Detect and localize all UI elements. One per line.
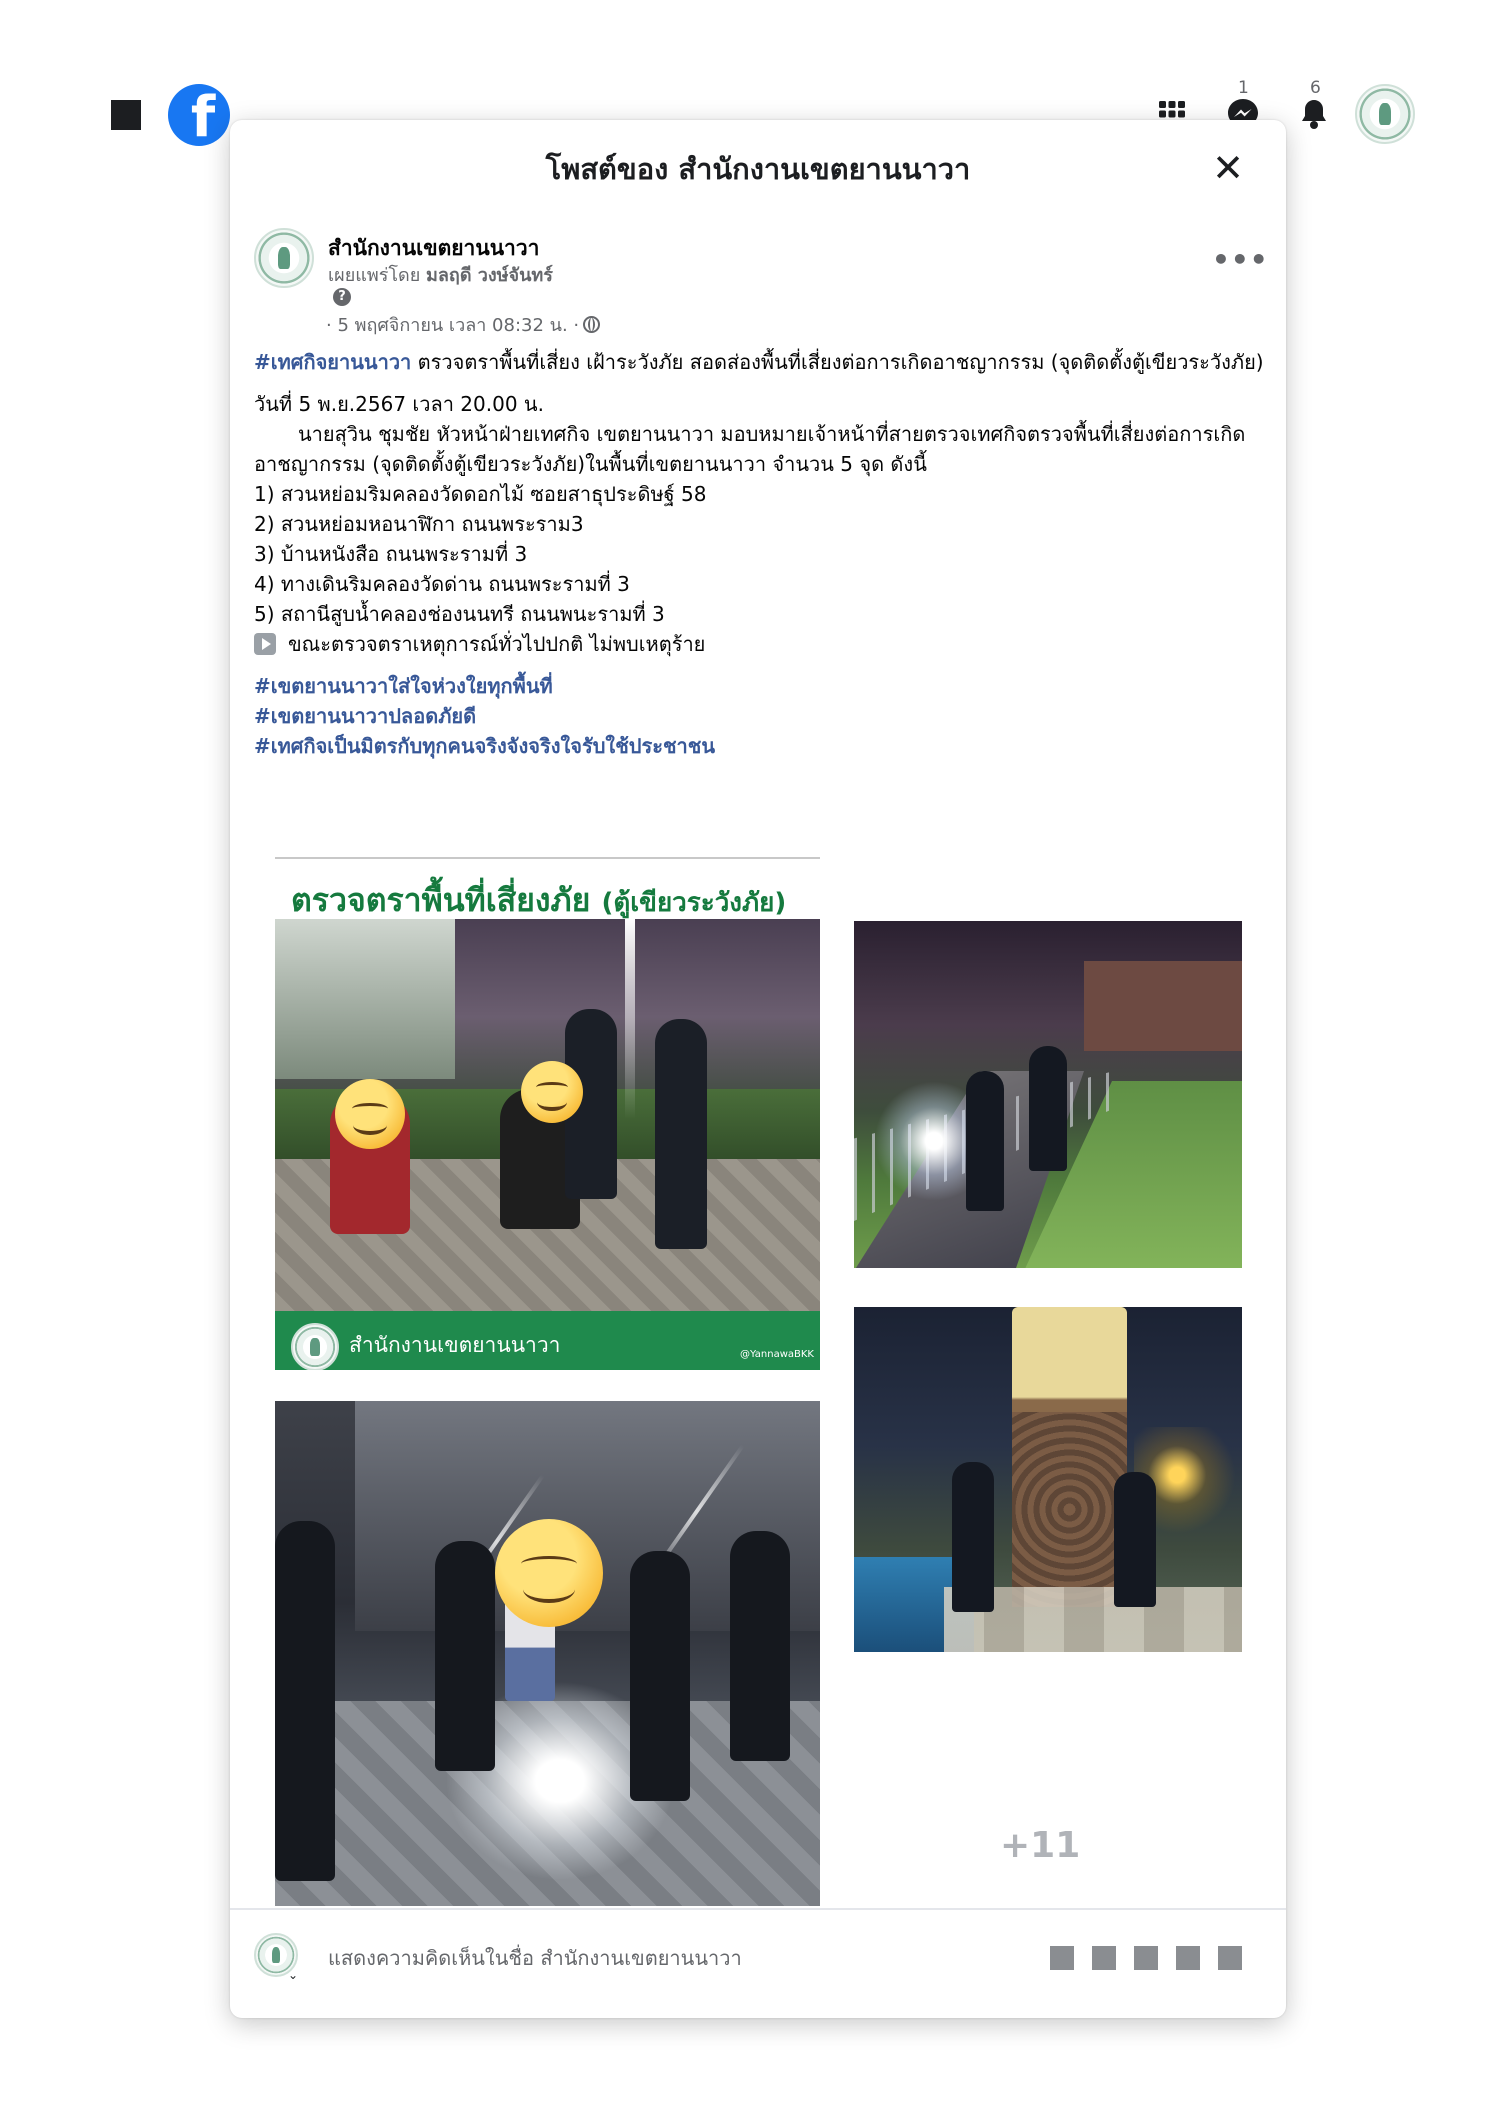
banner-footer-name: สำนักงานเขตยานนาวา: [349, 1333, 561, 1357]
post-body: [254, 347, 1264, 761]
post-dialog: [230, 120, 1286, 2018]
lamp-glow: [625, 919, 635, 1119]
photo-banner-patrol[interactable]: [275, 857, 820, 1370]
list-item: 1) สวนหย่อมริมคลองวัดดอกไม้ ซอยสาธุประดิษฐ์ 58: [254, 482, 707, 506]
smiling-face-emoji-icon: [495, 1519, 603, 1627]
photo-clock-tower[interactable]: [854, 1307, 1242, 1652]
bell-icon-svg: [1299, 98, 1329, 130]
more-options-icon[interactable]: •••: [1212, 243, 1269, 276]
result-line: [254, 629, 1264, 659]
dialog-title: โพสต์ของ สำนักงานเขตยานนาวา: [545, 152, 971, 186]
publisher-line: [328, 260, 553, 289]
building-shape: [275, 919, 455, 1079]
officer-figure: [730, 1531, 790, 1761]
menu-square-icon[interactable]: [111, 100, 141, 130]
page-name-link[interactable]: สำนักงานเขตยานนาวา: [328, 236, 540, 260]
lead-text: ตรวจตราพื้นที่เสี่ยง เฝ้าระวังภัย สอดส่องพื้นที่เสี่ยงต่อการเกิดอาชญากรรม (จุดติดตั้งตู้เขียวระวังภัย): [411, 350, 1264, 374]
facebook-logo[interactable]: [168, 84, 230, 146]
result-text: ขณะตรวจตราเหตุการณ์ทั่วไปปกติ ไม่พบเหตุร้าย: [288, 632, 706, 656]
comment-tools: [1050, 1946, 1242, 1970]
banner-scene: [275, 919, 820, 1311]
banner-subtitle-text: (ตู้เขียวระวังภัย): [601, 888, 787, 918]
close-icon[interactable]: ✕: [1212, 146, 1244, 190]
officer-figure: [966, 1071, 1004, 1211]
photo-canal-walkway[interactable]: [854, 921, 1242, 1268]
avatar-sticker-icon[interactable]: [1050, 1946, 1074, 1970]
more-photos-count[interactable]: +11: [1000, 1825, 1081, 1866]
gif-icon[interactable]: [1176, 1946, 1200, 1970]
officer-figure: [655, 1019, 707, 1249]
globe-icon: [583, 316, 600, 333]
tower-pillar: [1012, 1307, 1127, 1607]
smiling-face-emoji-icon: [521, 1061, 583, 1123]
lead-hashtag-link[interactable]: #เทศกิจยานนาวา: [254, 350, 412, 374]
officer-figure: [630, 1551, 690, 1801]
banner-footer-handle: @YannawaBKK: [740, 1349, 814, 1360]
banner-top-line: [275, 857, 820, 859]
photo-courtyard-night[interactable]: [275, 1401, 820, 1906]
wall-shape: [1084, 961, 1242, 1051]
list-item: 3) บ้านหนังสือ ถนนพระรามที่ 3: [254, 542, 528, 566]
sticker-icon[interactable]: [1218, 1946, 1242, 1970]
notifications-badge: 6: [1310, 78, 1321, 98]
officer-figure: [435, 1541, 495, 1771]
body-line: นายสุวิน ชุมชัย หัวหน้าฝ่ายเทศกิจ เขตยานนาวา มอบหมายเจ้าหน้าที่สายตรวจเทศกิจตรวจพื้นที่เสี่ยงต่อการเกิดอาชญากรรม (จุดติดตั้งตู้เขียวระวังภัย)ในพื้นที่เขตยานนาวา จำนวน 5 จุด ดังนี้: [254, 422, 1246, 476]
chevron-down-icon[interactable]: ⌄: [288, 1968, 299, 1982]
publisher-prefix: เผยแพร่โดย: [328, 265, 421, 286]
officer-figure: [952, 1462, 994, 1612]
facebook-logo-letter: f: [190, 85, 216, 146]
emoji-icon[interactable]: [1092, 1946, 1116, 1970]
date-line: วันที่ 5 พ.ย.2567 เวลา 20.00 น.: [254, 392, 544, 416]
lead-paragraph: [254, 347, 1264, 377]
comment-input[interactable]: แสดงความคิดเห็นในชื่อ สำนักงานเขตยานนาวา: [328, 1946, 742, 1970]
smiling-face-emoji-icon: [335, 1079, 405, 1149]
district-seal-logo: [291, 1323, 339, 1370]
list-item: 2) สวนหย่อมหอนาฬิกา ถนนพระราม3: [254, 512, 584, 536]
messenger-badge: 1: [1238, 78, 1249, 98]
banner-title-text: ตรวจตราพื้นที่เสี่ยงภัย: [291, 881, 591, 919]
account-avatar[interactable]: [1355, 84, 1415, 144]
banner-footer: [275, 1311, 820, 1370]
timestamp-text[interactable]: · 5 พฤศจิกายน เวลา 08:32 น. ·: [326, 315, 580, 336]
hashtag-link[interactable]: #เขตยานนาวาใส่ใจห่วงใยทุกพื้นที่: [254, 674, 553, 698]
post-timestamp[interactable]: [326, 310, 600, 339]
officer-figure: [275, 1521, 335, 1881]
play-button-icon: [254, 633, 276, 655]
officer-figure: [1114, 1472, 1156, 1607]
hashtag-link[interactable]: #เขตยานนาวาปลอดภัยดี: [254, 704, 477, 728]
help-icon[interactable]: ?: [333, 288, 351, 306]
comment-divider: [230, 1908, 1286, 1910]
officer-figure: [1029, 1046, 1067, 1171]
list-item: 5) สถานีสูบน้ำคลองช่องนนทรี ถนนพนะรามที่ 3: [254, 602, 665, 626]
list-item: 4) ทางเดินริมคลองวัดด่าน ถนนพระรามที่ 3: [254, 572, 630, 596]
camera-icon[interactable]: [1134, 1946, 1158, 1970]
hashtag-link[interactable]: #เทศกิจเป็นมิตรกับทุกคนจริงจังจริงใจรับใช้ประชาชน: [254, 734, 715, 758]
publisher-name[interactable]: มลฤดี วงษ์จันทร์: [426, 265, 553, 286]
title-divider: [230, 212, 1286, 213]
page-avatar[interactable]: [254, 228, 314, 288]
